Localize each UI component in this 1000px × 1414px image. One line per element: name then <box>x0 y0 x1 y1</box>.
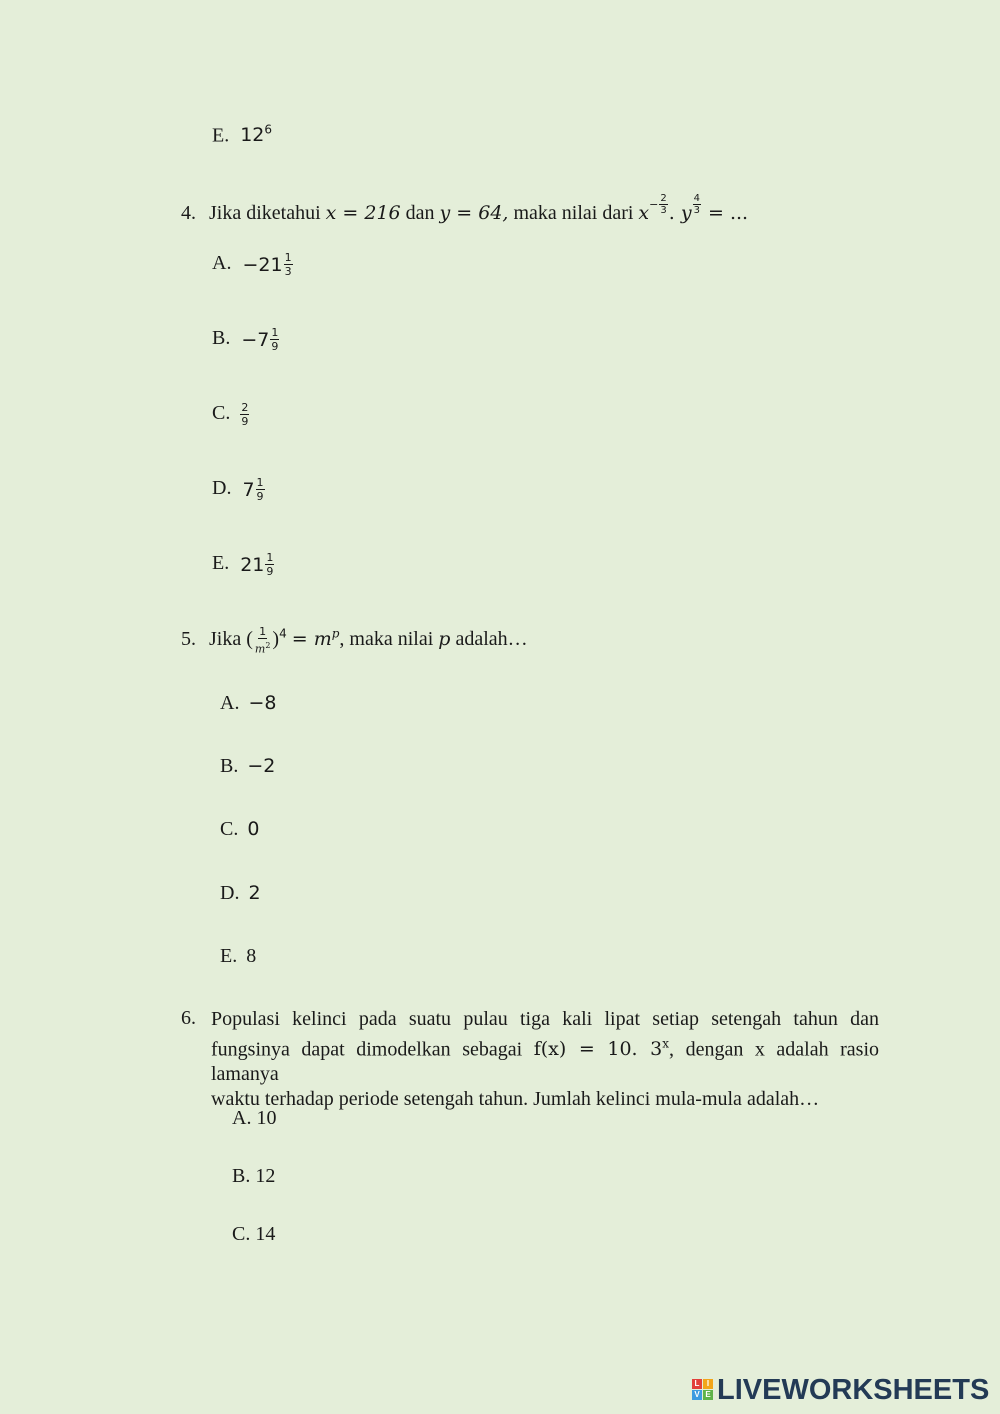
option-value: 2 <box>248 882 261 904</box>
question-equation: = $m^p$ <box>291 626 340 650</box>
option-label: C. <box>212 402 231 425</box>
option-label: A. <box>220 692 240 714</box>
option-label: C. <box>220 818 239 840</box>
question-text-a: Jika diketahui <box>209 201 321 224</box>
option-label: A. <box>212 252 232 275</box>
option-whole: −7 <box>241 328 270 351</box>
question-6-line-3: waktu terhadap periode setengah tahun. Jumlah kelinci mula-mula adalah… <box>211 1088 820 1111</box>
question-text-b: , maka nilai <box>339 627 434 650</box>
question-text-b: dan <box>405 201 435 224</box>
option-label: D. <box>220 882 240 904</box>
question-number: 5. <box>181 627 196 650</box>
q6-option-c[interactable] <box>232 1223 275 1246</box>
equation-y: y = 64, <box>439 201 509 224</box>
question-number: 4. <box>181 201 196 224</box>
q5-option-d[interactable] <box>220 882 261 905</box>
option-whole: 21 <box>240 553 265 576</box>
q4-option-a[interactable] <box>212 251 294 278</box>
question-5: 5. Jika ( $\frac{1}{m^2}$ )$^4 = m^p$, maka nilai p adalah… <box>181 625 528 656</box>
option-fraction: $\frac{1}{3}$ <box>284 251 292 278</box>
q6-option-a[interactable] <box>232 1107 276 1130</box>
question-fraction: $\frac{1}{m^2}$ <box>254 625 271 656</box>
question-6-line-1: Populasi kelinci pada suatu pulau tiga kali lipat setiap setengah tahun dan <box>211 1008 879 1030</box>
option-label: E. <box>212 552 230 575</box>
option-value: 0 <box>247 818 260 840</box>
option-value: 14 <box>255 1223 276 1245</box>
option-label: B. <box>232 1165 251 1187</box>
q4-option-d[interactable] <box>212 476 266 503</box>
option-whole: −21 <box>242 253 283 276</box>
option-label: D. <box>212 477 232 500</box>
question-variable: p <box>438 627 451 650</box>
option-value: −2 <box>247 755 276 777</box>
equation-x: x = 216 <box>325 201 401 224</box>
q4-option-e[interactable] <box>212 551 275 578</box>
q5-option-b[interactable] <box>220 755 275 778</box>
option-whole: 7 <box>242 478 255 501</box>
option-value: 12 <box>255 1165 276 1187</box>
question-text-c: maka nilai dari <box>513 201 634 224</box>
question-6-line-2: fungsinya dapat dimodelkan sebagai f(x) = 10. 3$^x$, dengan x adalah rasio lamanya <box>211 1037 880 1086</box>
option-label: A. <box>232 1107 252 1129</box>
q5-option-a[interactable] <box>220 692 276 715</box>
option-value: 8 <box>246 945 257 967</box>
brand-name: LIVEWORKSHEETS <box>717 1373 990 1406</box>
logo-mark-icon: L I V E <box>692 1379 714 1401</box>
option-fraction: $\frac{1}{9}$ <box>256 476 264 503</box>
option-fraction: $\frac{1}{9}$ <box>271 326 279 353</box>
liveworksheets-logo[interactable] <box>692 1374 989 1406</box>
option-fraction: $\frac{2}{9}$ <box>241 401 249 428</box>
option-label: B. <box>220 755 239 777</box>
question-number-6: 6. <box>181 1007 196 1029</box>
question-text-a: Jika ( <box>209 627 253 650</box>
question-6-text <box>211 1007 879 1112</box>
expression: $x^{- \frac{2}{3}}$ . y $^{\frac{4}{3}}$ = ... <box>638 193 749 224</box>
q6-option-b[interactable] <box>232 1165 275 1188</box>
q4-option-b[interactable] <box>212 326 280 353</box>
q5-option-e[interactable] <box>220 945 256 968</box>
option-label: E. <box>212 124 230 147</box>
option-label: B. <box>212 327 231 350</box>
q3-option-e <box>212 123 272 147</box>
option-label: E. <box>220 945 238 967</box>
question-text-c: adalah… <box>455 627 528 650</box>
option-value: $12^6$ <box>240 123 273 147</box>
option-label: C. <box>232 1223 251 1245</box>
question-4 <box>181 193 749 225</box>
option-fraction: $\frac{1}{9}$ <box>266 551 274 578</box>
q5-option-c[interactable] <box>220 818 259 841</box>
q4-option-c[interactable] <box>212 401 250 428</box>
option-value: 10 <box>256 1107 277 1129</box>
option-value: −8 <box>248 692 277 714</box>
